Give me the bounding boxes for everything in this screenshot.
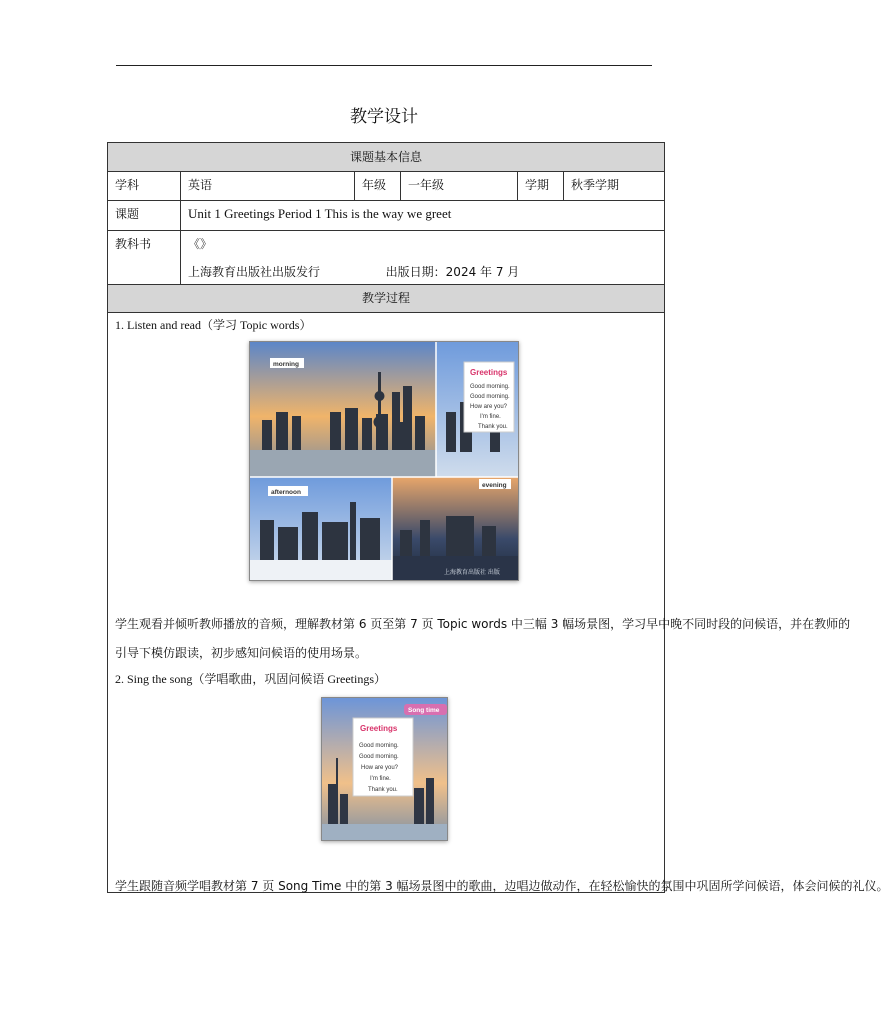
term-value: 秋季学期 bbox=[571, 178, 620, 192]
step1-note-line1: 学生观看并倾听教师播放的音频，理解教材第 6 页至第 7 页 Topic words 中三幅 3 幅场景图，学习早中晚不同时段的问候语，并在教师的 bbox=[115, 617, 851, 631]
process-section-header bbox=[108, 285, 664, 313]
label-afternoon: afternoon bbox=[271, 489, 301, 496]
info-section-header bbox=[108, 143, 664, 172]
song-time-image bbox=[321, 697, 448, 841]
collage-card-line: How are you? bbox=[470, 404, 508, 410]
topic-words-collage bbox=[249, 341, 519, 581]
collage-card-line: Thank you. bbox=[478, 424, 508, 430]
textbook-publish-line bbox=[188, 263, 657, 280]
textbook-detail bbox=[181, 231, 664, 284]
topic-label: 课题 bbox=[108, 201, 181, 230]
collage-card-line: Good morning. bbox=[470, 394, 510, 400]
label-evening: evening bbox=[482, 482, 507, 489]
label-morning: morning bbox=[273, 361, 299, 368]
textbook-label: 教科书 bbox=[108, 231, 181, 284]
grade-label: 年级 bbox=[355, 172, 401, 200]
song-illustration bbox=[322, 698, 447, 840]
collage-watermark: 上海教育出版社 出版 bbox=[444, 569, 500, 576]
song-card-line: I'm fine. bbox=[370, 776, 391, 782]
term-label: 学期 bbox=[518, 172, 564, 200]
song-card-line: Good morning. bbox=[359, 743, 399, 749]
collage-card-line: Good morning. bbox=[470, 384, 510, 390]
publish-date: 出版日期：2024 年 7 月 bbox=[385, 265, 520, 279]
step2-note-line1: 学生跟随音频学唱教材第 7 页 Song Time 中的第 3 幅场景图中的歌曲，边唱边做动作，在轻松愉快的氛围中巩固所学问候语，体会问候的礼仪。 bbox=[115, 879, 889, 893]
song-card-title: Greetings bbox=[360, 724, 398, 733]
info-row-topic bbox=[108, 201, 664, 231]
song-time-tag: Song time bbox=[408, 707, 440, 714]
process-content bbox=[108, 313, 889, 893]
subject-label: 学科 bbox=[108, 172, 181, 200]
collage-illustration bbox=[250, 342, 518, 580]
step1-note-line2: 引导下模仿跟读，初步感知问候语的使用场景。 bbox=[115, 646, 368, 660]
process-section-title: 教学过程 bbox=[361, 291, 410, 305]
collage-card-title: Greetings bbox=[470, 368, 508, 377]
song-card-line: How are you? bbox=[361, 765, 399, 771]
publisher-value: 上海教育出版社出版发行 bbox=[188, 265, 321, 279]
step1-heading: 1. Listen and read（学习 Topic words） bbox=[115, 318, 312, 332]
header-rule bbox=[116, 65, 652, 66]
lesson-table bbox=[107, 142, 889, 893]
info-row-textbook bbox=[108, 231, 664, 285]
grade-value: 一年级 bbox=[401, 172, 518, 200]
info-section-title: 课题基本信息 bbox=[349, 150, 422, 164]
collage-card-line: I'm fine. bbox=[480, 414, 501, 420]
topic-value: Unit 1 Greetings Period 1 This is the way we greet bbox=[188, 206, 452, 221]
song-card-line: Good morning. bbox=[359, 754, 399, 760]
step2-heading: 2. Sing the song（学唱歌曲，巩固问候语 Greetings） bbox=[115, 672, 386, 686]
subject-value: 英语 bbox=[181, 172, 355, 200]
textbook-value: 《》 bbox=[188, 237, 213, 251]
document-title: 教学设计 bbox=[350, 107, 418, 127]
info-row-basic bbox=[108, 172, 664, 201]
song-card-line: Thank you. bbox=[368, 787, 398, 793]
